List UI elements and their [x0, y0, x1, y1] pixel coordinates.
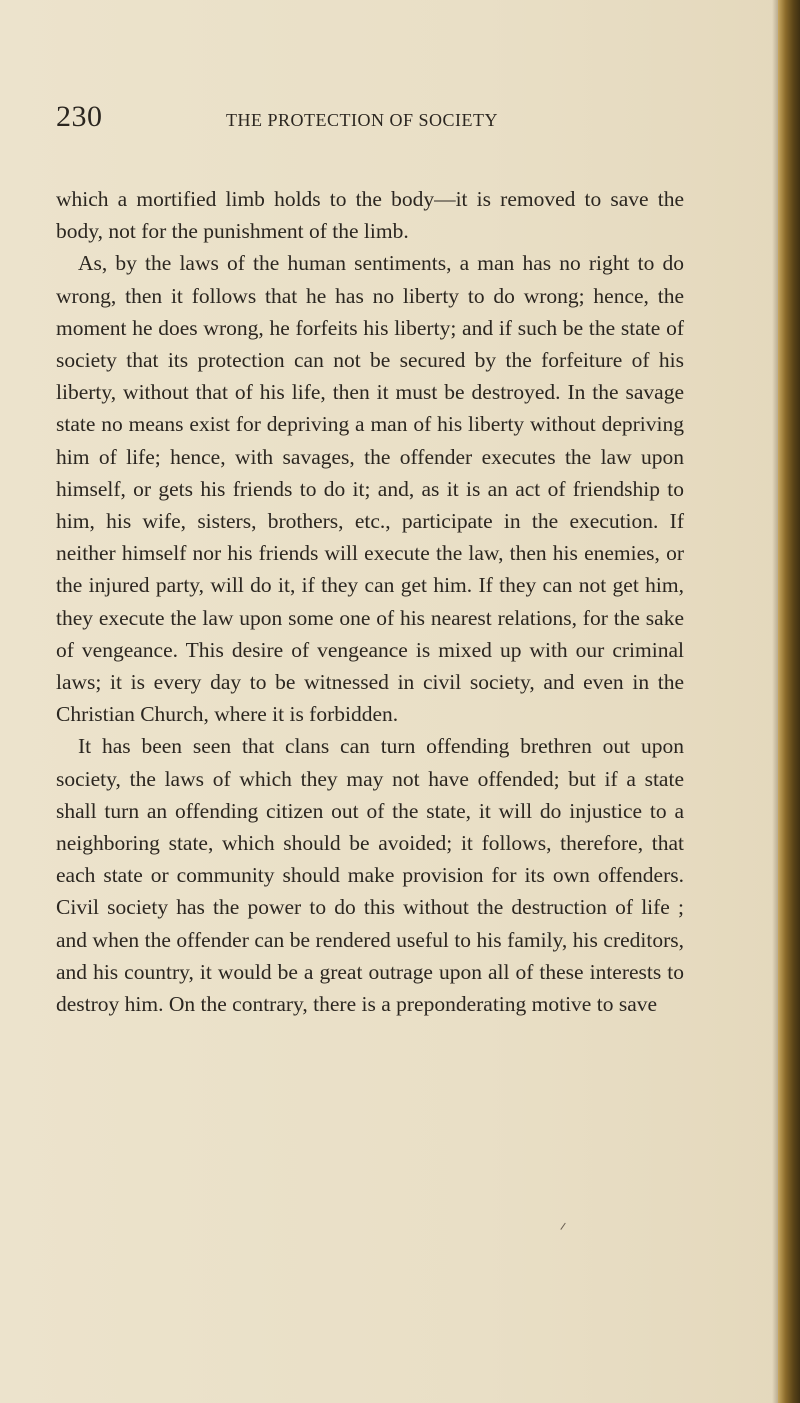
running-head: THE PROTECTION OF SOCIETY	[226, 110, 498, 130]
paragraph-clans: It has been seen that clans can turn offending brethren out upon society, the laws of which they may not have offended; but if a state shall turn an offending citizen out of the state, it will do injustice to a neighboring state, which should be avoided; it follows, therefore, that each state or community should make provision for its own offenders. Civil society has the power to do this without the destruction of life ; and when the offender can be rendered useful to his family, his creditors, and his country, it would be a great outrage upon all of these interests to destroy him. On the contrary, there is a preponderating motive to save	[56, 734, 684, 1017]
page-number: 230	[56, 100, 103, 133]
paragraph-continuation: which a mortified limb holds to the body—it is removed to save the body, not for the punishment of the limb.	[56, 187, 684, 244]
page-header	[56, 100, 756, 148]
book-spine	[778, 0, 800, 1403]
stray-mark	[560, 1223, 570, 1234]
paragraph-liberty: As, by the laws of the human sentiments, a man has no right to do wrong, then it follows that he has no liberty to do wrong; hence, the moment he does wrong, he forfeits his liberty; and if such be the state of society that its protection can not be secured by the forfeiture of his liberty, without that of his life, then it must be destroyed. In the savage state no means exist for depriving a man of his liberty without depriving him of life; hence, with savages, the offender executes the law upon himself, or gets his friends to do it; and, as it is an act of friendship to him, his wife, sisters, brothers, etc., participate in the execution. If neither himself nor his friends will execute the law, then his enemies, or the injured party, will do it, if they can get him. If they can not get him, they execute the law upon some one of his nearest relations, for the sake of vengeance. This desire of vengeance is mixed up with our criminal laws; it is every day to be witnessed in civil society, and even in the Christian Church, where it is forbidden.	[56, 251, 684, 727]
body-text	[56, 183, 684, 1020]
